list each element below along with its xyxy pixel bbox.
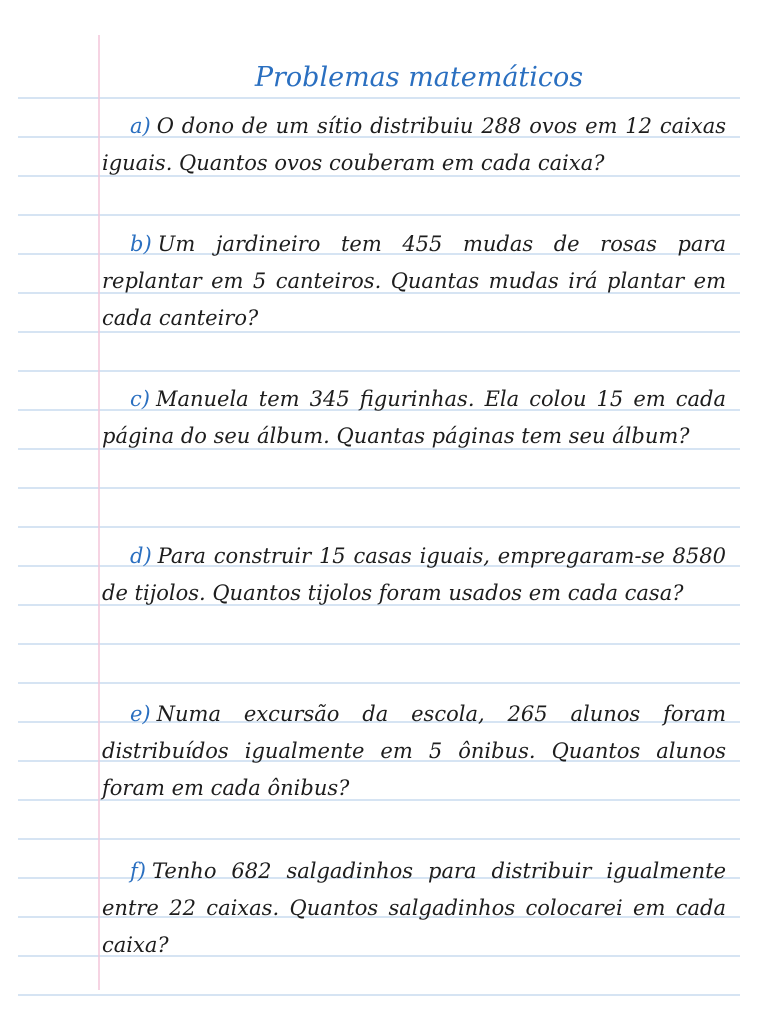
problem-d	[102, 538, 726, 612]
problem-b	[102, 226, 726, 337]
problem-text: Para construir 15 casas iguais, empregaram-se 8580 de tijolos. Quantos tijolos foram usados em cada casa?	[102, 544, 726, 605]
problem-letter: b)	[130, 232, 152, 256]
problem-text: Tenho 682 salgadinhos para distribuir igualmente entre 22 caixas. Quantos salgadinhos colocarei em cada caixa?	[102, 859, 726, 957]
page-title: Problemas matemáticos	[254, 62, 584, 93]
problem-letter: a)	[130, 114, 151, 138]
problem-letter: f)	[130, 859, 146, 883]
problem-text: Numa excursão da escola, 265 alunos foram distribuídos igualmente em 5 ônibus. Quantos alunos foram em cada ônibus?	[102, 702, 726, 800]
problem-letter: c)	[130, 387, 150, 411]
problem-letter: e)	[130, 702, 151, 726]
problem-text: Manuela tem 345 figurinhas. Ela colou 15 em cada página do seu álbum. Quantas páginas tem seu álbum?	[102, 387, 726, 448]
problem-c	[102, 381, 726, 455]
problem-a	[102, 108, 726, 182]
problem-f	[102, 853, 726, 964]
problem-text: Um jardineiro tem 455 mudas de rosas para replantar em 5 canteiros. Quantas mudas irá plantar em cada canteiro?	[102, 232, 726, 330]
problem-text: O dono de um sítio distribuiu 288 ovos em 12 caixas iguais. Quantos ovos couberam em cada caixa?	[102, 114, 726, 175]
problem-letter: d)	[130, 544, 152, 568]
problem-e	[102, 696, 726, 807]
